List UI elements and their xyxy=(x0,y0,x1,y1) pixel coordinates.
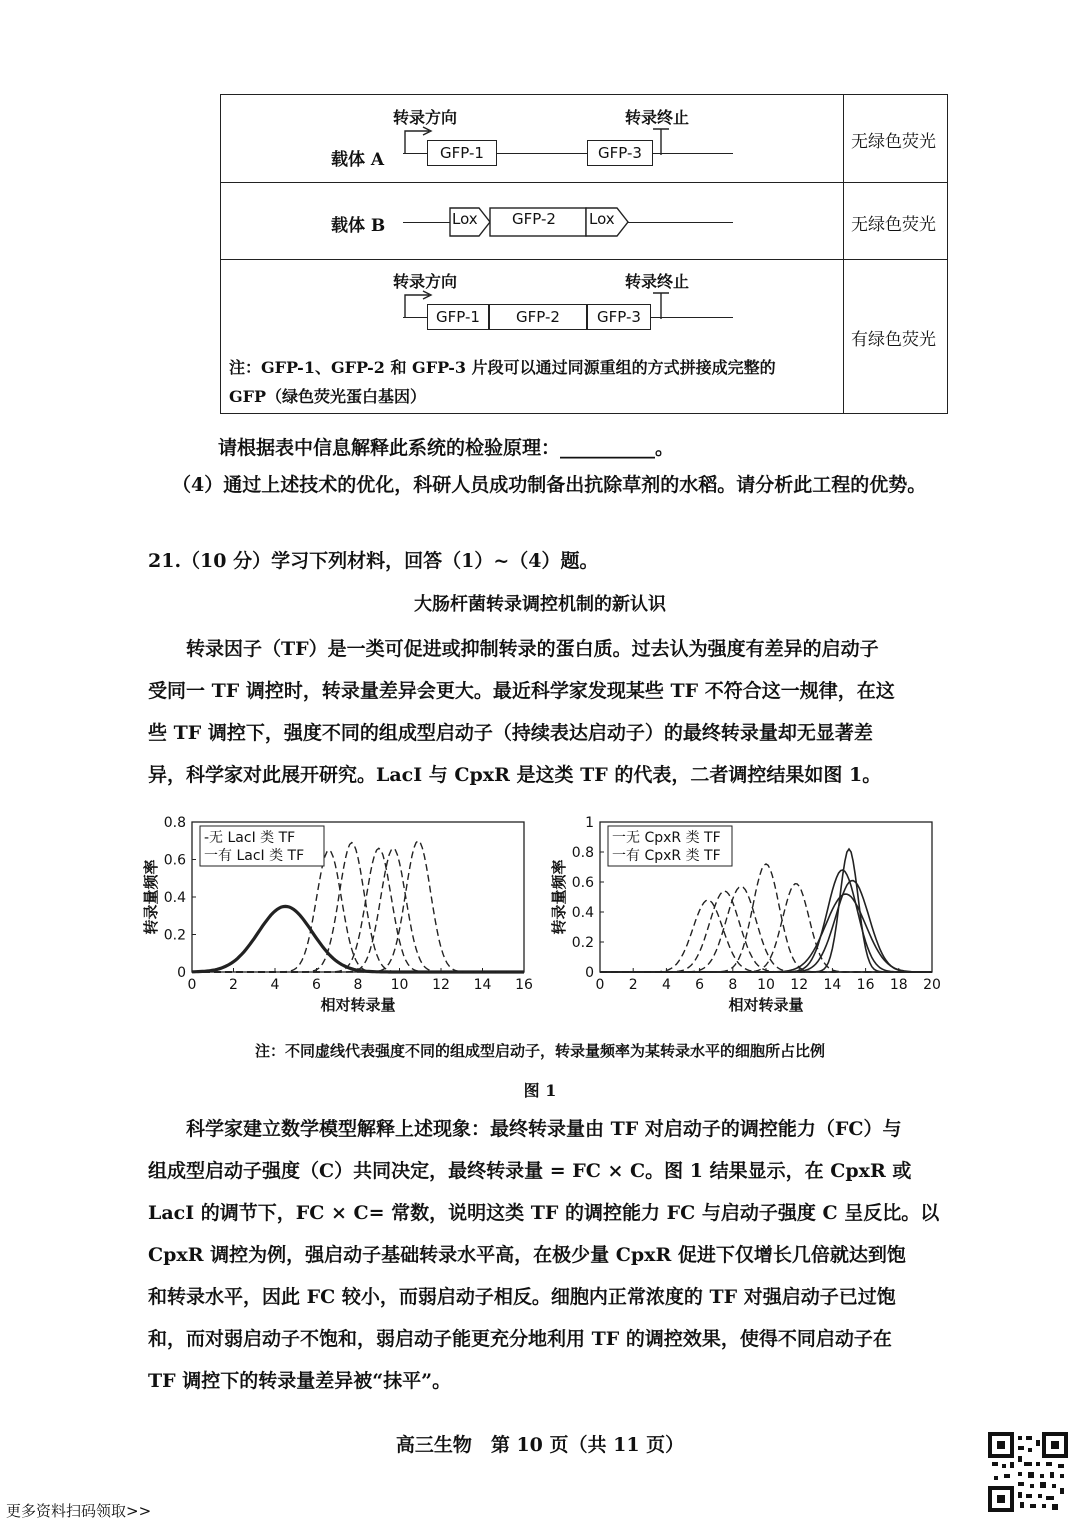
series-line xyxy=(600,900,932,972)
gene-segment: GFP-2 xyxy=(489,304,587,330)
x-tick-label: 2 xyxy=(628,977,638,993)
x-tick-label: 0 xyxy=(595,977,605,993)
result-text: 无绿色荧光 xyxy=(851,215,936,235)
paragraph-line: 异，科学家对此展开研究。LacI 与 CpxR 是这类 TF 的代表，二者调控结果如图 1。 xyxy=(148,764,882,786)
direction-label: 转录方向 xyxy=(393,272,458,291)
y-tick-label: 0.8 xyxy=(163,815,186,831)
y-tick-label: 0.6 xyxy=(163,852,186,869)
legend-entry: 一有 CpxR 类 TF xyxy=(612,848,721,864)
paragraph-line: 受同一 TF 调控时，转录量差异会更大。最近科学家发现某些 TF 不符合这一规律，在这 xyxy=(148,680,895,702)
table-divider xyxy=(221,259,947,260)
vector-table xyxy=(220,94,948,414)
termination-label: 转录终止 xyxy=(625,272,690,291)
y-axis-label: 转录量频率 xyxy=(142,859,160,935)
vector-a-label: 载体 A xyxy=(331,150,385,170)
y-axis-label: 转录量频率 xyxy=(550,859,568,935)
prompt-end: 。 xyxy=(655,437,675,459)
series-line xyxy=(600,894,932,972)
gene-segment: GFP-1 xyxy=(427,140,497,166)
x-tick-label: 10 xyxy=(757,977,775,993)
x-tick-label: 16 xyxy=(515,977,533,993)
x-tick-label: 6 xyxy=(695,977,705,993)
paragraph-line: 科学家建立数学模型解释上述现象：最终转录量由 TF 对启动子的调控能力（FC）与 xyxy=(186,1118,902,1140)
paragraph-line: 组成型启动子强度（C）共同决定，最终转录量 = FC × C。图 1 结果显示，在 CpxR 或 xyxy=(148,1160,912,1182)
y-tick-label: 0.4 xyxy=(163,890,186,906)
page-footer: 高三生物 第 10 页（共 11 页） xyxy=(395,1434,685,1456)
x-tick-label: 12 xyxy=(790,977,809,993)
paragraph-line: 和，而对弱启动子不饱和，弱启动子能更充分地利用 TF 的调控效果，使得不同启动子在 xyxy=(148,1328,892,1350)
figure-note: 注：不同虚线代表强度不同的组成型启动子，转录量频率为某转录水平的细胞所占比例 xyxy=(254,1042,825,1060)
chart-cpxr xyxy=(548,808,948,1028)
x-tick-label: 14 xyxy=(823,977,842,993)
result-text: 无绿色荧光 xyxy=(851,132,936,152)
table-note: 注：GFP-1、GFP-2 和 GFP-3 片段可以通过同源重组的方式拼接成完整的 xyxy=(229,358,776,377)
x-tick-label: 20 xyxy=(923,977,941,993)
figure-label: 图 1 xyxy=(523,1081,557,1100)
legend-entry: 一有 LacI 类 TF xyxy=(204,848,305,864)
legend-entry: -无 LacI 类 TF xyxy=(204,830,296,846)
paragraph-line: TF 调控下的转录量差异被“抹平”。 xyxy=(148,1370,452,1392)
y-tick-label: 0.2 xyxy=(571,935,594,951)
x-tick-label: 14 xyxy=(473,977,492,993)
series-line xyxy=(600,864,932,972)
y-tick-label: 0 xyxy=(177,965,186,981)
question-4: （4）通过上述技术的优化，科研人员成功制备出抗除草剂的水稻。请分析此工程的优势。 xyxy=(172,474,927,496)
termination-label: 转录终止 xyxy=(625,108,690,127)
y-tick-label: 0.8 xyxy=(571,845,594,861)
x-tick-label: 8 xyxy=(353,977,363,993)
chart-laci xyxy=(140,808,540,1028)
x-tick-label: 2 xyxy=(229,977,238,993)
y-tick-label: 0.6 xyxy=(571,875,594,891)
result-text: 有绿色荧光 xyxy=(851,330,936,350)
table-note: GFP（绿色荧光蛋白基因） xyxy=(229,387,427,406)
direction-label: 转录方向 xyxy=(393,108,458,127)
more-resources-link[interactable]: 更多资料扫码领取>> xyxy=(6,1502,152,1520)
x-tick-label: 10 xyxy=(390,977,409,993)
qr-code-icon[interactable] xyxy=(988,1432,1068,1512)
y-tick-label: 0.4 xyxy=(571,905,594,921)
y-tick-label: 0.2 xyxy=(163,927,186,944)
x-tick-label: 8 xyxy=(728,977,738,993)
lox-site: Lox xyxy=(589,210,615,228)
paragraph-2 xyxy=(148,1108,939,1402)
x-tick-label: 16 xyxy=(856,977,875,993)
series-line xyxy=(600,891,932,972)
paragraph-line: LacI 的调节下，FC × C= 常数，说明这类 TF 的调控能力 FC 与启动子强度 C 呈反比。以 xyxy=(148,1202,940,1224)
x-tick-label: 4 xyxy=(270,977,280,993)
vector-b-label: 载体 B xyxy=(331,216,386,236)
article-title: 大肠杆菌转录调控机制的新认识 xyxy=(414,594,666,615)
table-column-divider xyxy=(843,95,844,413)
series-line xyxy=(192,906,524,972)
y-tick-label: 0 xyxy=(585,965,594,981)
paragraph-line: CpxR 调控为例，强启动子基础转录水平高，在极少量 CpxR 促进下仅增长几倍就达到饱 xyxy=(148,1244,906,1266)
x-tick-label: 0 xyxy=(187,977,197,993)
series-line xyxy=(600,887,932,973)
gene-segment: GFP-1 xyxy=(427,304,489,330)
x-tick-label: 6 xyxy=(312,977,321,993)
x-axis-label: 相对转录量 xyxy=(728,996,804,1014)
paragraph-line: 和转录水平，因此 FC 较小，而弱启动子相反。细胞内正常浓度的 TF 对强启动子已过饱 xyxy=(148,1286,896,1308)
x-axis-label: 相对转录量 xyxy=(320,996,396,1014)
gene-segment: GFP-2 xyxy=(512,210,556,228)
prompt-text: 请根据表中信息解释此系统的检验原理： xyxy=(218,437,561,459)
question-3-prompt xyxy=(218,433,674,460)
answer-blank[interactable]: __________ xyxy=(560,437,656,459)
gene-segment: GFP-3 xyxy=(587,140,653,166)
legend-entry: 一无 CpxR 类 TF xyxy=(612,830,721,846)
lox-site: Lox xyxy=(452,210,478,228)
question-21-header: 21.（10 分）学习下列材料，回答（1）~（4）题。 xyxy=(148,550,599,572)
gene-segment: GFP-3 xyxy=(587,304,651,330)
table-divider xyxy=(221,182,947,183)
paragraph-line: 些 TF 调控下，强度不同的组成型启动子（持续表达启动子）的最终转录量却无显著差 xyxy=(148,722,873,744)
x-tick-label: 12 xyxy=(432,977,450,993)
paragraph-line: 转录因子（TF）是一类可促进或抑制转录的蛋白质。过去认为强度有差异的启动子 xyxy=(186,638,879,660)
paragraph-1 xyxy=(148,628,895,796)
x-tick-label: 18 xyxy=(889,977,908,993)
y-tick-label: 1 xyxy=(585,815,594,831)
x-tick-label: 4 xyxy=(661,977,671,993)
